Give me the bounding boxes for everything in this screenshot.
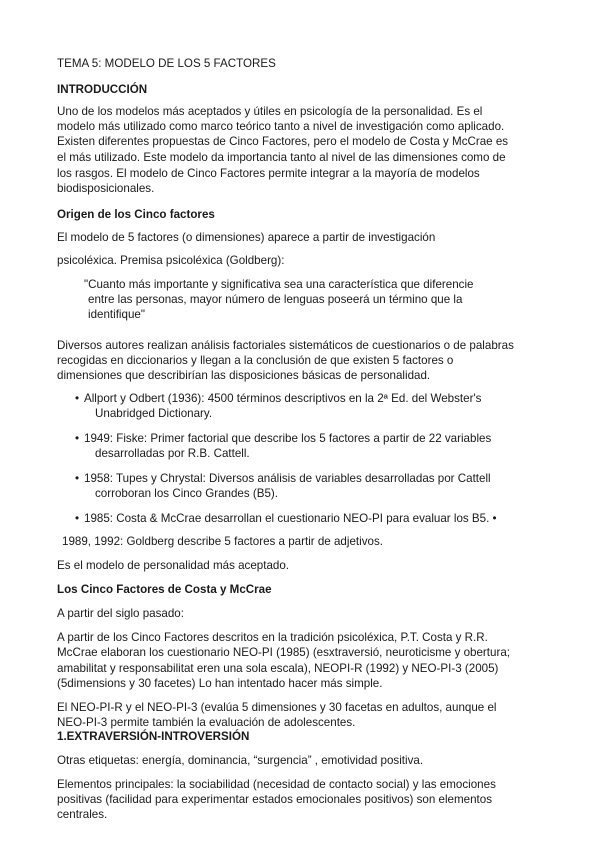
- costa-intro: A partir del siglo pasado:: [57, 607, 184, 620]
- bullet-line: 1949: Fiske: Primer factorial que describe los 5 factores a partir de 22 variables: [84, 432, 492, 445]
- authors-line: Diversos autores realizan análisis factoriales sistemáticos de cuestionarios o de palabras: [57, 339, 514, 352]
- intro-line: el más utilizado. Este modelo da importancia tanto al nivel de las dimensiones como de: [57, 151, 506, 164]
- elements-line: Elementos principales: la sociabilidad (necesidad de contacto social) y las emociones: [57, 778, 496, 791]
- quote-line: identifique": [88, 308, 145, 321]
- bullet-line: 1958: Tupes y Chrystal: Diversos análisis de variables desarrolladas por Cattell: [84, 472, 491, 485]
- origin-heading: Origen de los Cinco factores: [57, 208, 215, 221]
- origin-line: psicoléxica. Premisa psicoléxica (Goldberg):: [57, 254, 285, 267]
- authors-line: dimensiones que describirían las disposiciones básicas de personalidad.: [57, 369, 431, 382]
- bullet-marker: •: [75, 472, 80, 485]
- elements-line: centrales.: [57, 808, 108, 821]
- intro-line: biodisposicionales.: [57, 182, 155, 195]
- costa-line: amabilitat y responsabilitat eren una sola escala), NEOPI-R (1992) y NEO-PI-3 (2005): [57, 662, 499, 675]
- bullet-line: 1985: Costa & McCrae desarrollan el cuestionario NEO-PI para evaluar los B5. •: [84, 512, 497, 525]
- intro-line: modelo más utilizado como marco teórico tanto a nivel de investigación como aplicado.: [57, 120, 505, 133]
- bullet-marker: •: [75, 432, 80, 445]
- bullet-line: desarrolladas por R.B. Cattell.: [95, 447, 250, 460]
- intro-line: los rasgos. El modelo de Cinco Factores permite integrar a la mayoría de modelos: [57, 167, 480, 180]
- elements-line: positivas (facilidad para experimentar estados emocionales positivos) son elementos: [57, 793, 492, 806]
- most-accepted-line: Es el modelo de personalidad más aceptado.: [57, 559, 290, 572]
- bullet-marker: •: [75, 512, 80, 525]
- bullet-marker: •: [75, 392, 80, 405]
- costa-heading: Los Cinco Factores de Costa y McCrae: [57, 583, 272, 596]
- neo-line: NEO-PI-3 permite también la evaluación de adolescentes.: [57, 716, 356, 729]
- bullet-line: Unabridged Dictionary.: [95, 407, 213, 420]
- document-title: TEMA 5: MODELO DE LOS 5 FACTORES: [57, 57, 276, 70]
- bullet-line: corroboran los Cinco Grandes (B5).: [95, 487, 279, 500]
- other-labels-line: Otras etiquetas: energía, dominancia, “surgencia” , emotividad positiva.: [57, 754, 424, 767]
- goldberg-1989-line: 1989, 1992: Goldberg describe 5 factores a partir de adjetivos.: [62, 535, 383, 548]
- neo-line: El NEO-PI-R y el NEO-PI-3 (evalúa 5 dimensiones y 30 facetas en adultos, aunque el: [57, 701, 497, 714]
- authors-line: recogidas en diccionarios y llegan a la conclusión de que existen 5 factores o: [57, 354, 454, 367]
- quote-line: "Cuanto más importante y significativa sea una característica que diferencie: [84, 278, 474, 291]
- bullet-line: Allport y Odbert (1936): 4500 términos descriptivos en la 2ª Ed. del Webster's: [84, 392, 482, 405]
- intro-heading: INTRODUCCIÓN: [57, 83, 148, 96]
- intro-line: Existen diferentes propuestas de Cinco Factores, pero el modelo de Costa y McCrae es: [57, 135, 509, 148]
- costa-line: McCrae elaboran los cuestionario NEO-PI (1985) (esxtraversió, neuroticisme y obertura;: [57, 646, 510, 659]
- extraversion-heading: 1.EXTRAVERSIÓN-INTROVERSIÓN: [57, 730, 250, 743]
- quote-line: entre las personas, mayor número de lenguas poseerá un término que la: [88, 293, 463, 306]
- costa-line: A partir de los Cinco Factores descritos en la tradición psicoléxica, P.T. Costa y R.R.: [57, 631, 488, 644]
- intro-line: Uno de los modelos más aceptados y útiles en psicología de la personalidad. Es el: [57, 105, 483, 118]
- origin-line: El modelo de 5 factores (o dimensiones) aparece a partir de investigación: [57, 231, 436, 244]
- costa-line: (5dimensions y 30 facetes) Lo han intentado hacer más simple.: [57, 677, 383, 690]
